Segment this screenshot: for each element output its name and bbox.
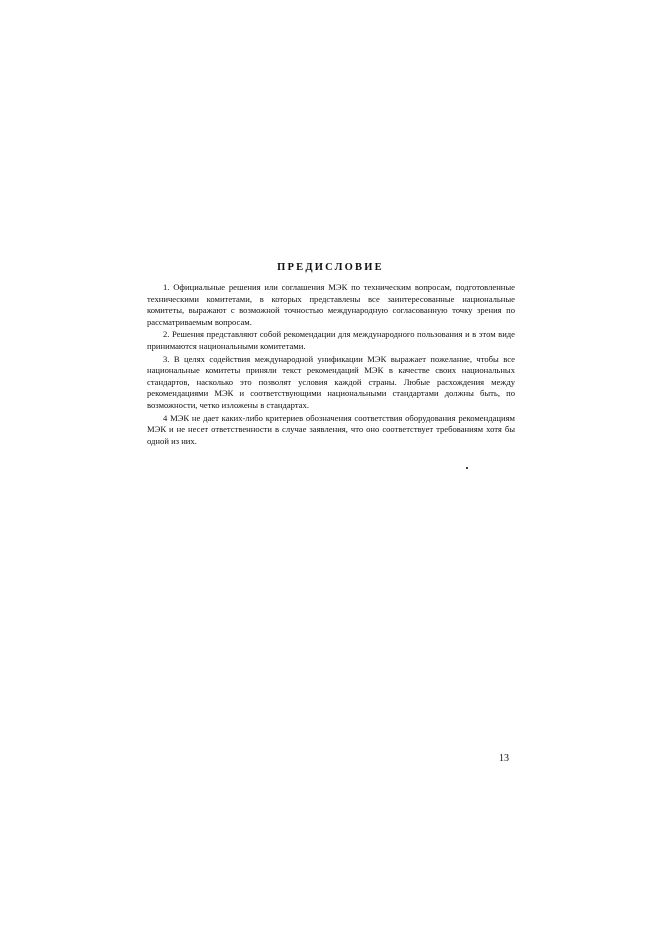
preface-paragraph-3: 3. В целях содействия международной унификации МЭК выражает пожелание, чтобы все национальные комитеты приняли текст рекомендаций МЭК в качестве своих национальных стандартов, насколько это позволят условия каждой страны. Любые расхождения между рекомендациями МЭК и соответствующими национальными стандартами должны быть, по возможности, четко изложены в стандартах. — [147, 353, 515, 410]
stray-dot-mark — [466, 467, 468, 469]
preface-paragraph-4: 4 МЭК не дает каких-либо критериев обозначения соответствия оборудования рекомендациям МЭК и не несет ответственности в случае заявления, что оно соответствует требованиям хотя бы одной из них. — [147, 412, 515, 446]
page-number: 13 — [499, 753, 509, 764]
preface-paragraph-1: 1. Официальные решения или соглашения МЭК по техническим вопросам, подготовленные техническими комитетами, в которых представлены все заинтересованные национальные комитеты, выражают с возможной точностью международную согласованную точку зрения по рассматриваемым вопросам. — [147, 282, 515, 327]
preface-title: ПРЕДИСЛОВИЕ — [277, 262, 384, 273]
preface-paragraph-2: 2. Решения представляют собой рекомендации для международного пользования и в этом виде принимаются национальными комитетами. — [147, 329, 515, 351]
preface-body — [147, 282, 515, 447]
